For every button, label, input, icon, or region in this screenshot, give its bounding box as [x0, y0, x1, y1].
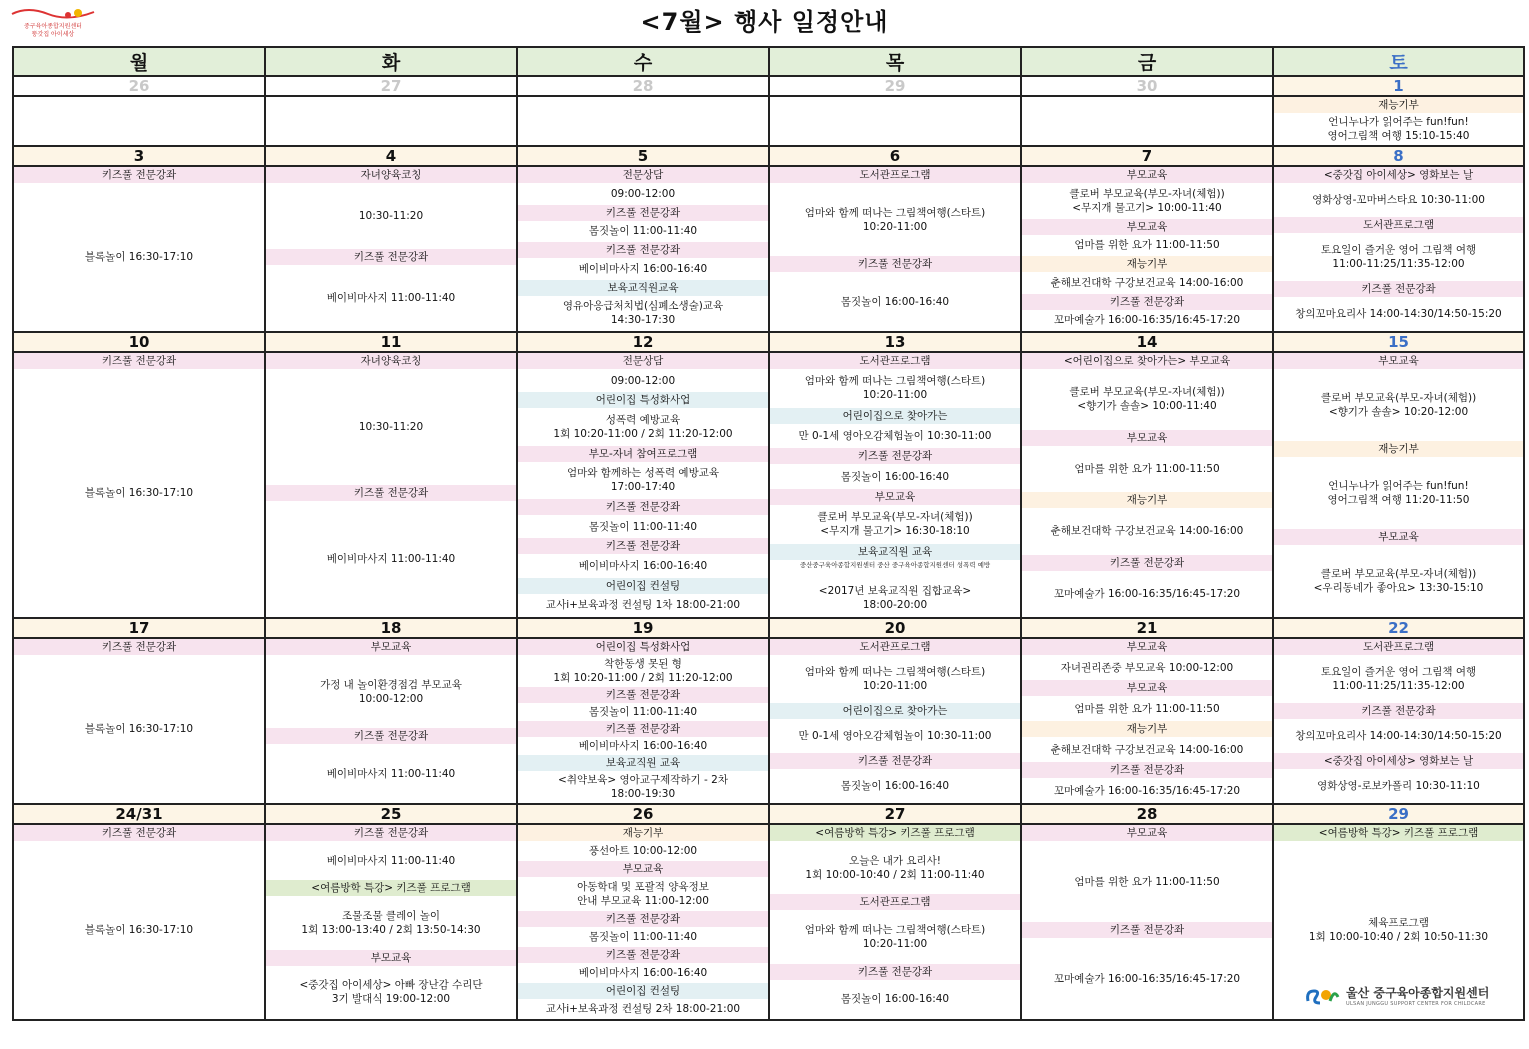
event-detail: 몸짓놀이 16:00-16:40 — [770, 272, 1020, 331]
event-detail: 교사i+보육과정 컨설팅 2차 18:00-21:00 — [518, 999, 768, 1019]
date-row — [13, 618, 1524, 638]
event-detail: 토요일이 즐거운 영어 그림책 여행 11:00-11:25/11:35-12:00 — [1274, 233, 1523, 281]
date-number: 19 — [517, 618, 769, 638]
event-category: 키즈풀 전문강좌 — [14, 167, 264, 183]
event-detail: 만 0-1세 영아오감체험놀이 10:30-11:00 — [770, 424, 1020, 449]
event-detail: 춘해보건대학 구강보건교육 14:00-16:00 — [1022, 737, 1272, 762]
day-cell — [265, 824, 517, 1020]
event-detail: <취약보육> 영아교구제작하기 - 2차 18:00-19:30 — [518, 771, 768, 803]
event-detail: 창의꼬마요리사 14:00-14:30/14:50-15:20 — [1274, 297, 1523, 331]
event-category: 키즈풀 전문강좌 — [14, 825, 264, 841]
event-detail: 몸짓놀이 16:00-16:40 — [770, 769, 1020, 803]
date-number: 18 — [265, 618, 517, 638]
date-number: 28 — [1021, 804, 1273, 824]
weekday-mon: 월 — [13, 47, 265, 76]
date-number: 29 — [769, 76, 1021, 96]
event-category: 보육교직원 교육 — [518, 755, 768, 771]
date-number: 11 — [265, 332, 517, 352]
day-cell — [265, 96, 517, 146]
day-cell — [1021, 96, 1273, 146]
event-detail: 몸짓놀이 16:00-16:40 — [770, 980, 1020, 1019]
event-category: 키즈풀 전문강좌 — [770, 964, 1020, 980]
event-detail: 클로버 부모교육(부모-자녀(체험)) <향기가 솔솔> 10:20-12:00 — [1274, 369, 1523, 441]
day-cell — [769, 352, 1021, 618]
event-category: 키즈풀 전문강좌 — [1274, 703, 1523, 719]
date-number: 12 — [517, 332, 769, 352]
event-detail: 춘해보건대학 구강보건교육 14:00-16:00 — [1022, 508, 1272, 555]
event-detail: 언니누나가 읽어주는 fun!fun! 영어그림책 여행 11:20-11:50 — [1274, 457, 1523, 529]
event-detail: 베이비마사지 16:00-16:40 — [518, 554, 768, 577]
event-category: 부모교육 — [266, 950, 516, 966]
day-cell — [265, 166, 517, 332]
date-number: 24/31 — [13, 804, 265, 824]
event-category: 키즈풀 전문강좌 — [1274, 281, 1523, 297]
day-cell — [769, 638, 1021, 804]
event-category: 자녀양육코칭 — [266, 353, 516, 369]
event-category: 키즈풀 전문강좌 — [266, 249, 516, 265]
event-detail: 블록놀이 16:30-17:10 — [14, 841, 264, 1019]
event-detail: 클로버 부모교육(부모-자녀(체험)) <무지개 물고기> 10:00-11:40 — [1022, 183, 1272, 219]
event-detail: <중갓집 아이세상> 아빠 장난감 수리단 3기 발대식 19:00-12:00 — [266, 966, 516, 1019]
weekday-thu: 목 — [769, 47, 1021, 76]
date-number: 20 — [769, 618, 1021, 638]
event-category: 키즈풀 전문강좌 — [266, 485, 516, 501]
event-detail: 엄마와 함께 떠나는 그림책여행(스타트) 10:20-11:00 — [770, 369, 1020, 408]
page-title: <7월> 행사 일정안내 — [640, 8, 889, 36]
date-number: 27 — [265, 76, 517, 96]
day-cell — [13, 166, 265, 332]
event-detail: 10:30-11:20 — [266, 369, 516, 485]
date-number: 3 — [13, 146, 265, 166]
event-category: 부모교육 — [1022, 219, 1272, 235]
event-category: 어린이집 특성화사업 — [518, 392, 768, 408]
event-category: 부모교육 — [1022, 639, 1272, 655]
event-category: 부모교육 — [266, 639, 516, 655]
day-cell — [1273, 96, 1524, 146]
event-detail: 춘해보건대학 구강보건교육 14:00-16:00 — [1022, 272, 1272, 294]
event-detail: 엄마를 위한 요가 11:00-11:50 — [1022, 696, 1272, 721]
event-category: 보육교직원 교육 — [770, 544, 1020, 560]
events-row — [13, 824, 1524, 1020]
event-detail: 꼬마예술가 16:00-16:35/16:45-17:20 — [1022, 310, 1272, 332]
event-category: 키즈풀 전문강좌 — [518, 499, 768, 515]
event-detail: 몸짓놀이 11:00-11:40 — [518, 927, 768, 947]
event-category: 부모-자녀 참여프로그램 — [518, 446, 768, 462]
event-detail: 언니누나가 읽어주는 fun!fun! 영어그림책 여행 15:10-15:40 — [1274, 113, 1523, 145]
event-category: 키즈풀 전문강좌 — [14, 639, 264, 655]
event-category: 키즈풀 전문강좌 — [1022, 762, 1272, 778]
event-category: 어린이집 컨설팅 — [518, 983, 768, 999]
event-detail: 클로버 부모교육(부모-자녀(체험)) <향기가 솔솔> 10:00-11:40 — [1022, 369, 1272, 430]
event-detail: 블록놀이 16:30-17:10 — [14, 183, 264, 331]
event-category: <여름방학 특강> 키즈풀 프로그램 — [770, 825, 1020, 841]
event-category: 키즈풀 전문강좌 — [266, 728, 516, 744]
event-category: 재능기부 — [1022, 721, 1272, 737]
event-detail: 엄마와 함께 떠나는 그림책여행(스타트) 10:20-11:00 — [770, 655, 1020, 703]
date-number: 5 — [517, 146, 769, 166]
weekday-tue: 화 — [265, 47, 517, 76]
event-detail: 꼬마예술가 16:00-16:35/16:45-17:20 — [1022, 938, 1272, 1019]
event-detail: 엄마와 함께 떠나는 그림책여행(스타트) 10:20-11:00 — [770, 910, 1020, 963]
weekday-fri: 금 — [1021, 47, 1273, 76]
svg-text:중구육아종합지원센터: 중구육아종합지원센터 — [24, 23, 82, 30]
day-cell — [517, 824, 769, 1020]
date-number: 14 — [1021, 332, 1273, 352]
date-number: 25 — [265, 804, 517, 824]
day-cell — [265, 352, 517, 618]
event-detail: 블록놀이 16:30-17:10 — [14, 369, 264, 617]
date-row — [13, 804, 1524, 824]
day-cell — [1021, 352, 1273, 618]
day-cell — [13, 824, 265, 1020]
day-cell — [517, 166, 769, 332]
event-category: 키즈풀 전문강좌 — [1022, 555, 1272, 571]
event-detail: 체육프로그램 1회 10:00-10:40 / 2회 10:50-11:30 — [1274, 841, 1523, 1019]
day-cell — [517, 638, 769, 804]
event-detail: 베이비마사지 16:00-16:40 — [518, 737, 768, 755]
event-category: 키즈풀 전문강좌 — [518, 947, 768, 963]
event-detail: 몸짓놀이 11:00-11:40 — [518, 515, 768, 538]
date-number: 26 — [517, 804, 769, 824]
event-category: 키즈풀 전문강좌 — [518, 242, 768, 258]
event-category: 도서관프로그램 — [770, 353, 1020, 369]
event-detail: 클로버 부모교육(부모-자녀(체험)) <우리동네가 좋아요> 13:30-15:10 — [1274, 545, 1523, 617]
date-number: 6 — [769, 146, 1021, 166]
date-number: 15 — [1273, 332, 1524, 352]
event-category: 어린이집으로 찾아가는 — [770, 703, 1020, 719]
event-detail: 가정 내 놀이환경점검 부모교육 10:00-12:00 — [266, 655, 516, 728]
event-category: 키즈풀 전문강좌 — [518, 721, 768, 737]
event-detail: 몸짓놀이 11:00-11:40 — [518, 221, 768, 243]
day-cell — [1021, 824, 1273, 1020]
event-detail: 꼬마예술가 16:00-16:35/16:45-17:20 — [1022, 571, 1272, 618]
event-detail: 09:00-12:00 — [518, 369, 768, 392]
day-cell — [13, 96, 265, 146]
event-detail: 베이비마사지 11:00-11:40 — [266, 501, 516, 617]
event-detail: 영유아응급처치법(심폐소생술)교육 14:30-17:30 — [518, 296, 768, 332]
date-number: 17 — [13, 618, 265, 638]
date-number: 22 — [1273, 618, 1524, 638]
event-category: 부모교육 — [1022, 825, 1272, 841]
event-category: 키즈풀 전문강좌 — [1022, 922, 1272, 938]
event-detail: 09:00-12:00 — [518, 183, 768, 205]
event-category: 재능기부 — [1274, 97, 1523, 113]
event-detail: 엄마를 위한 요가 11:00-11:50 — [1022, 235, 1272, 257]
event-category: <중갓집 아이세상> 영화보는 날 — [1274, 167, 1523, 183]
event-category: 키즈풀 전문강좌 — [518, 911, 768, 927]
date-number: 27 — [769, 804, 1021, 824]
event-detail: 오늘은 내가 요리사! 1회 10:00-10:40 / 2회 11:00-11:40 — [770, 841, 1020, 894]
date-row — [13, 76, 1524, 96]
day-cell — [517, 96, 769, 146]
events-row — [13, 166, 1524, 332]
event-detail: 베이비마사지 16:00-16:40 — [518, 963, 768, 983]
day-cell — [769, 824, 1021, 1020]
date-number: 30 — [1021, 76, 1273, 96]
event-category: 부모교육 — [1274, 353, 1523, 369]
event-category: 키즈풀 전문강좌 — [518, 538, 768, 554]
event-category: 보육교직원교육 — [518, 280, 768, 296]
event-category: 키즈풀 전문강좌 — [266, 825, 516, 841]
event-category: 키즈풀 전문강좌 — [518, 687, 768, 703]
event-detail: 토요일이 즐거운 영어 그림책 여행 11:00-11:25/11:35-12:00 — [1274, 655, 1523, 703]
event-detail: 교사i+보육과정 컨설팅 1차 18:00-21:00 — [518, 594, 768, 617]
day-cell — [13, 638, 265, 804]
event-detail: 영화상영-꼬마버스타요 10:30-11:00 — [1274, 183, 1523, 217]
event-category: 부모교육 — [770, 489, 1020, 505]
event-category: <중갓집 아이세상> 영화보는 날 — [1274, 753, 1523, 769]
event-detail: 베이비마사지 11:00-11:40 — [266, 265, 516, 331]
event-category: 재능기부 — [518, 825, 768, 841]
event-category: 전문상담 — [518, 353, 768, 369]
date-number: 1 — [1273, 76, 1524, 96]
support-center-subname: ULSAN JUNGGU SUPPORT CENTER FOR CHILDCARE — [1346, 1001, 1486, 1007]
event-category: 어린이집 컨설팅 — [518, 578, 768, 594]
day-cell — [1273, 352, 1524, 618]
event-category: <여름방학 특강> 키즈풀 프로그램 — [1274, 825, 1523, 841]
date-number: 13 — [769, 332, 1021, 352]
events-row — [13, 96, 1524, 146]
event-detail: 꼬마예술가 16:00-16:35/16:45-17:20 — [1022, 778, 1272, 803]
day-cell — [265, 638, 517, 804]
calendar-table — [12, 46, 1525, 1021]
day-cell — [1273, 166, 1524, 332]
events-row — [13, 352, 1524, 618]
day-cell — [13, 352, 265, 618]
event-detail: 몸짓놀이 16:00-16:40 — [770, 464, 1020, 489]
event-category: 부모교육 — [518, 861, 768, 877]
date-number: 7 — [1021, 146, 1273, 166]
event-detail: 베이비마사지 16:00-16:40 — [518, 258, 768, 280]
event-category: <어린이집으로 찾아가는> 부모교육 — [1022, 353, 1272, 369]
event-category: 자녀양육코칭 — [266, 167, 516, 183]
day-cell — [769, 166, 1021, 332]
event-category: 도서관프로그램 — [1274, 639, 1523, 655]
event-detail: 베이비마사지 11:00-11:40 — [266, 744, 516, 803]
event-detail: <2017년 보육교직원 집합교육> 18:00-20:00 — [770, 578, 1020, 617]
date-number: 28 — [517, 76, 769, 96]
date-number: 8 — [1273, 146, 1524, 166]
day-cell — [517, 352, 769, 618]
event-detail: 성폭력 예방교육 1회 10:20-11:00 / 2회 11:20-12:00 — [518, 408, 768, 445]
event-detail: 베이비마사지 11:00-11:40 — [266, 841, 516, 880]
day-cell — [1021, 638, 1273, 804]
event-detail: 엄마를 위한 요가 11:00-11:50 — [1022, 841, 1272, 922]
event-category: 키즈풀 전문강좌 — [518, 205, 768, 221]
event-category: 키즈풀 전문강좌 — [1022, 294, 1272, 310]
date-row — [13, 332, 1524, 352]
day-cell — [769, 96, 1021, 146]
event-category: 어린이집으로 찾아가는 — [770, 408, 1020, 424]
event-detail: 엄마를 위한 요가 11:00-11:50 — [1022, 446, 1272, 493]
event-detail: 창의꼬마요리사 14:00-14:30/14:50-15:20 — [1274, 719, 1523, 753]
date-number: 4 — [265, 146, 517, 166]
events-row — [13, 638, 1524, 804]
support-center-name: 울산 중구육아종합지원센터 — [1346, 986, 1490, 1000]
event-category: 도서관프로그램 — [770, 894, 1020, 910]
weekday-sat: 토 — [1273, 47, 1524, 76]
weekday-header-row — [13, 47, 1524, 76]
date-number: 10 — [13, 332, 265, 352]
event-detail: 10:30-11:20 — [266, 183, 516, 249]
event-category: <여름방학 특강> 키즈풀 프로그램 — [266, 880, 516, 896]
event-category: 재능기부 — [1022, 256, 1272, 272]
event-detail: 조물조물 클레이 놀이 1회 13:00-13:40 / 2회 13:50-14:30 — [266, 896, 516, 949]
event-detail: 엄마와 함께 떠나는 그림책여행(스타트) 10:20-11:00 — [770, 183, 1020, 256]
event-category: 전문상담 — [518, 167, 768, 183]
support-center-icon — [1304, 985, 1340, 1007]
event-category: 재능기부 — [1022, 492, 1272, 508]
event-category: 어린이집 특성화사업 — [518, 639, 768, 655]
event-category: 키즈풀 전문강좌 — [14, 353, 264, 369]
event-category: 도서관프로그램 — [770, 639, 1020, 655]
event-category: 키즈풀 전문강좌 — [770, 256, 1020, 272]
event-category: 중산중구육아종합지원센터 중산 중구육아종합지원센터 성폭력 예방 — [770, 560, 1020, 579]
support-center-logo — [1304, 984, 1489, 1007]
event-category: 부모교육 — [1274, 529, 1523, 545]
event-detail: 풍선아트 10:00-12:00 — [518, 841, 768, 861]
event-detail: 클로버 부모교육(부모-자녀(체험)) <무지개 물고기> 16:30-18:10 — [770, 505, 1020, 544]
event-detail: 만 0-1세 영아오감체험놀이 10:30-11:00 — [770, 719, 1020, 753]
event-category: 키즈풀 전문강좌 — [770, 448, 1020, 464]
event-detail: 아동학대 및 포괄적 양육정보 안내 부모교육 11:00-12:00 — [518, 877, 768, 911]
day-cell — [1273, 638, 1524, 804]
date-number: 21 — [1021, 618, 1273, 638]
event-category: 키즈풀 전문강좌 — [770, 753, 1020, 769]
event-category: 부모교육 — [1022, 167, 1272, 183]
date-number: 29 — [1273, 804, 1524, 824]
event-category: 도서관프로그램 — [1274, 217, 1523, 233]
event-detail: 영화상영-로보카폴리 10:30-11:10 — [1274, 769, 1523, 803]
date-number: 26 — [13, 76, 265, 96]
event-detail: 착한동생 못된 형 1회 10:20-11:00 / 2회 11:20-12:00 — [518, 655, 768, 687]
weekday-wed: 수 — [517, 47, 769, 76]
day-cell — [1273, 824, 1524, 1020]
svg-text:뚱갓집 아이세상: 뚱갓집 아이세상 — [31, 31, 75, 38]
event-detail: 엄마와 함께하는 성폭력 예방교육 17:00-17:40 — [518, 462, 768, 499]
day-cell — [1021, 166, 1273, 332]
event-detail: 몸짓놀이 11:00-11:40 — [518, 703, 768, 721]
event-detail: 자녀권리존중 부모교육 10:00-12:00 — [1022, 655, 1272, 680]
event-category: 도서관프로그램 — [770, 167, 1020, 183]
date-row — [13, 146, 1524, 166]
event-detail: 블록놀이 16:30-17:10 — [14, 655, 264, 803]
event-category: 재능기부 — [1274, 441, 1523, 457]
event-category: 부모교육 — [1022, 680, 1272, 696]
event-category: 부모교육 — [1022, 430, 1272, 446]
